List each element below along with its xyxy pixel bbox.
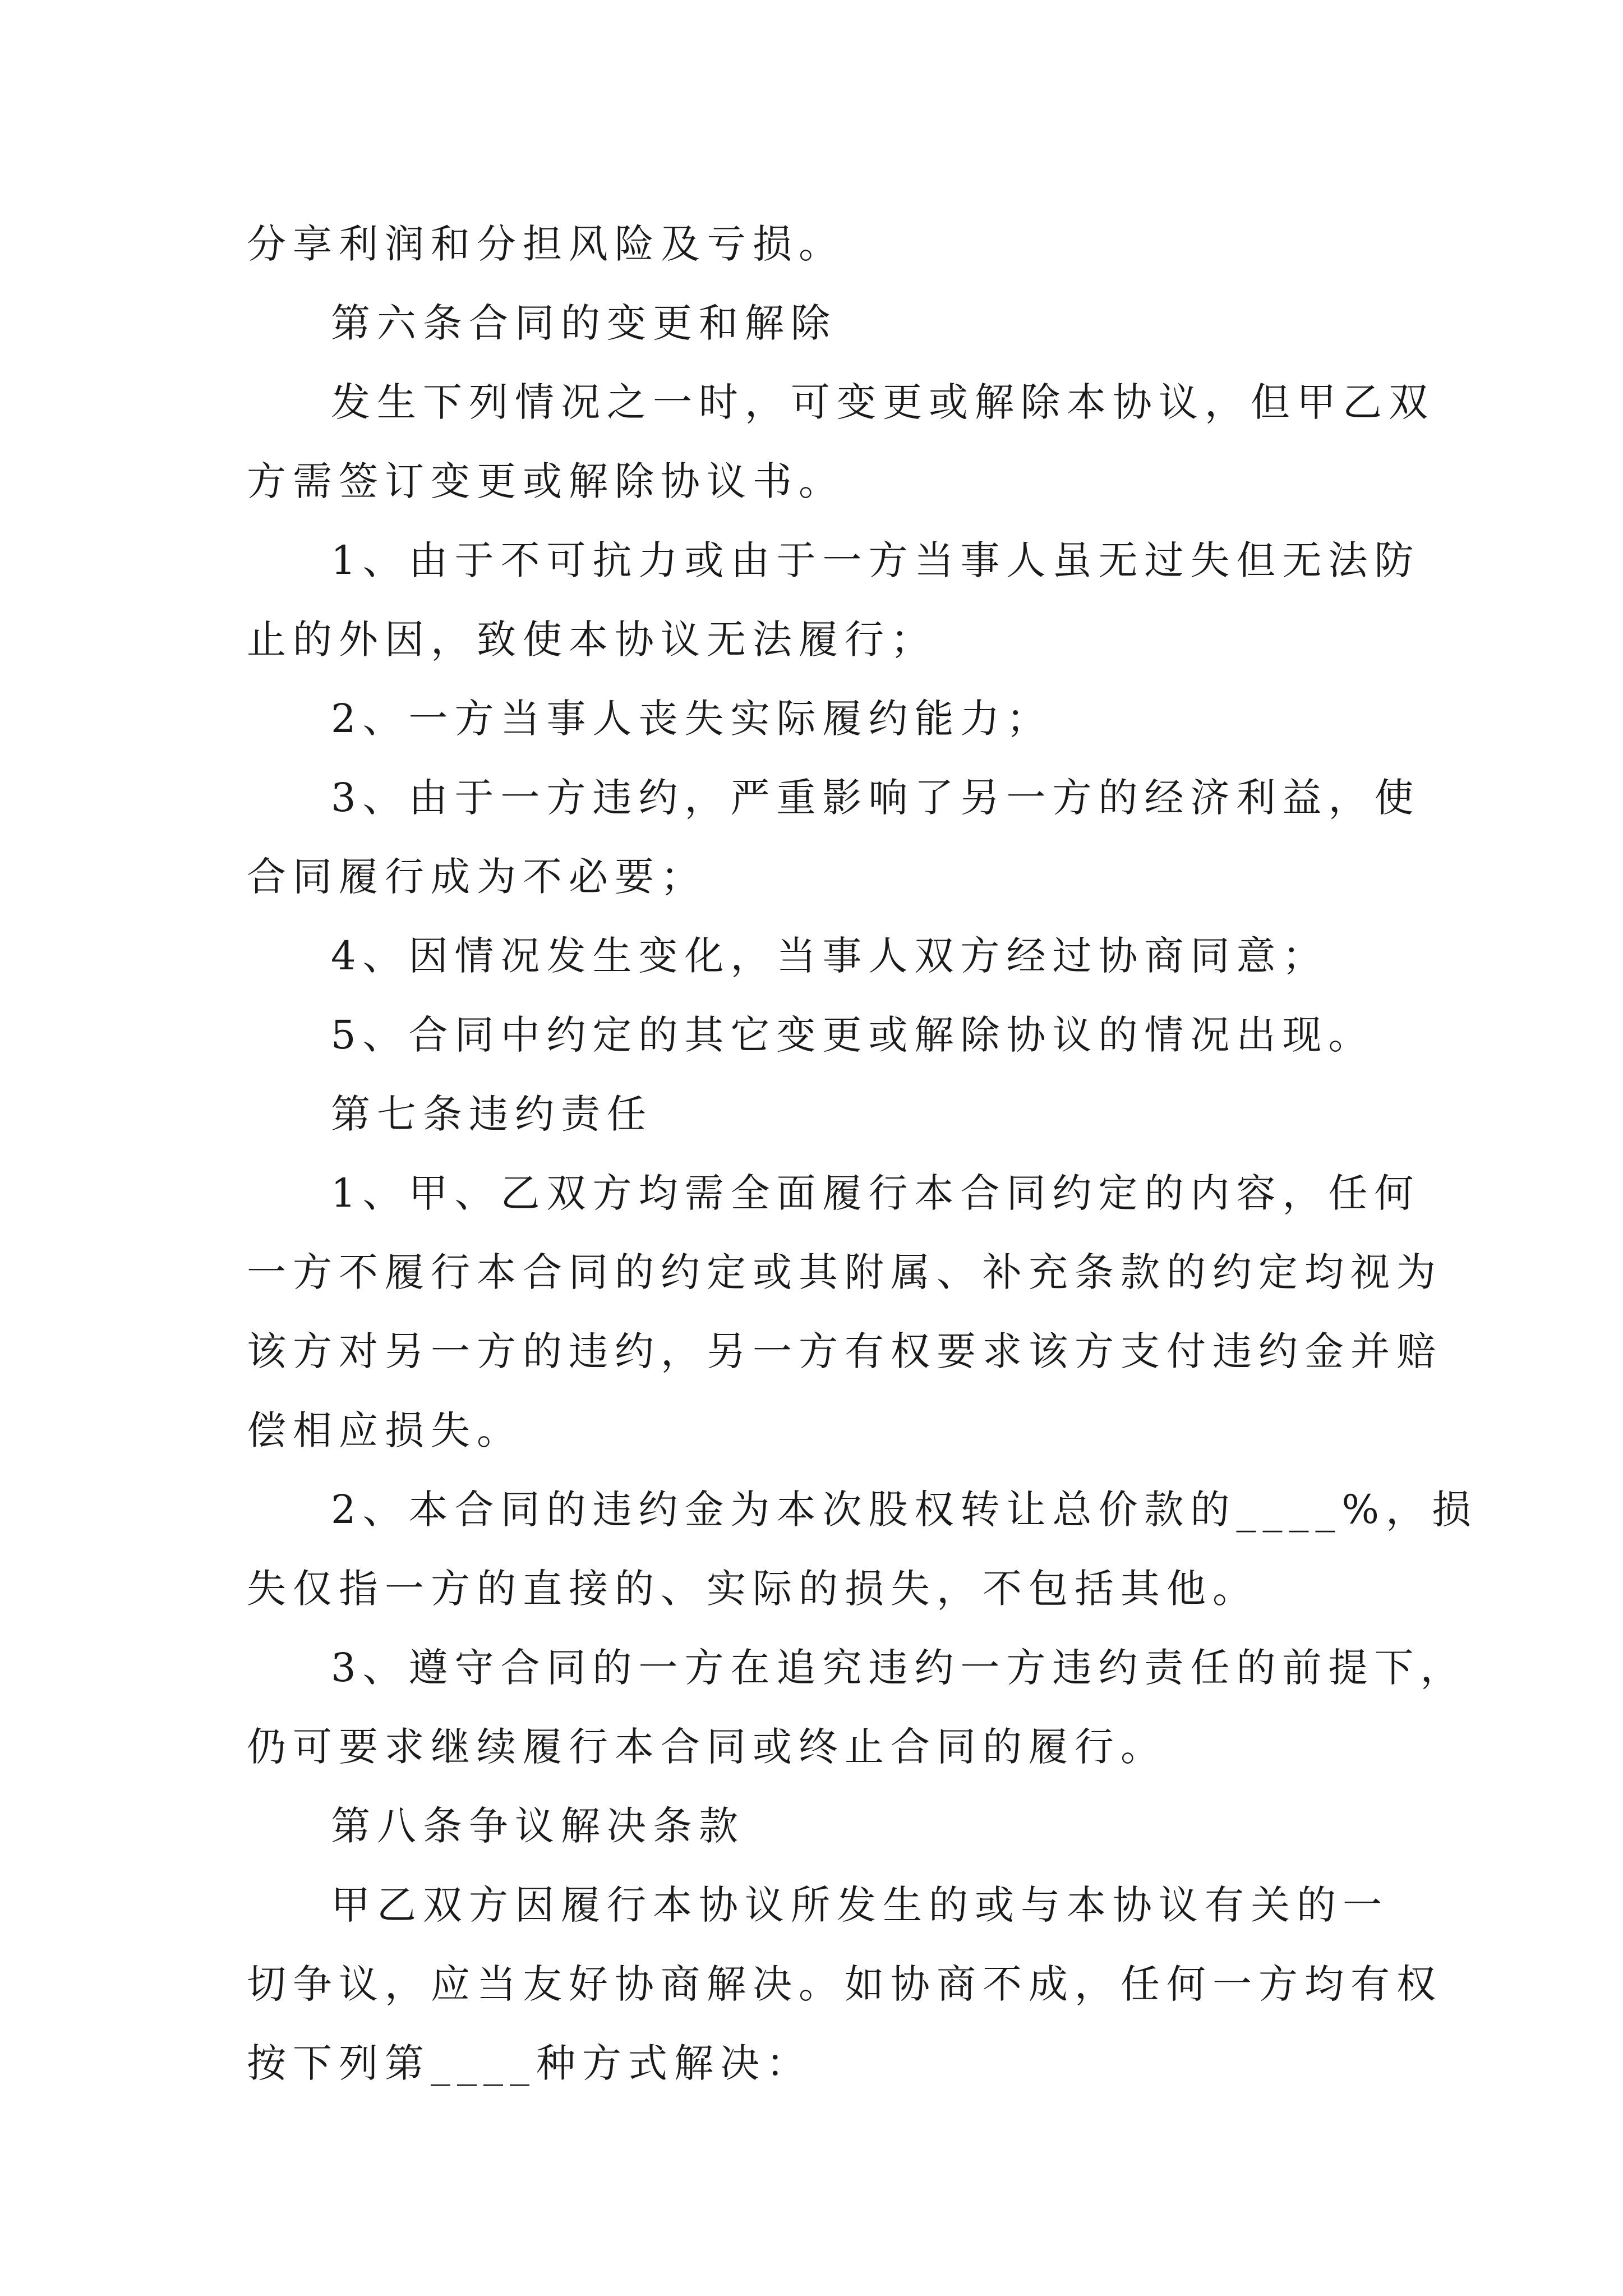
paragraph-line: 方需签订变更或解除协议书。 [247, 458, 845, 504]
list-item-line: 4、因情况发生变化，当事人双方经过协商同意； [331, 933, 1329, 979]
list-item-line: 3、遵守合同的一方在追究违约一方违约责任的前提下， [331, 1645, 1467, 1691]
list-item-line: 该方对另一方的违约，另一方有权要求该方支付违约金并赔 [247, 1328, 1442, 1374]
document-body [247, 205, 1478, 2103]
article-heading-7: 第七条违约责任 [331, 1091, 653, 1137]
list-item-line: 5、合同中约定的其它变更或解除协议的情况出现。 [331, 1012, 1375, 1058]
paragraph-line: 分享利润和分担风险及亏损。 [247, 221, 845, 267]
list-item-line: 3、由于一方违约，严重影响了另一方的经济利益，使 [331, 775, 1421, 821]
list-item-line: 一方不履行本合同的约定或其附属、补充条款的约定均视为 [247, 1249, 1442, 1295]
list-item-line: 偿相应损失。 [247, 1407, 523, 1453]
list-item-line: 1、甲、乙双方均需全面履行本合同约定的内容，任何 [331, 1170, 1421, 1216]
list-item-line: 合同履行成为不必要； [247, 854, 707, 900]
list-item-line: 失仅指一方的直接的、实际的损失，不包括其他。 [247, 1566, 1258, 1612]
list-item-line: 止的外因，致使本协议无法履行； [247, 616, 937, 662]
paragraph-line: 按下列第____种方式解决： [247, 2040, 812, 2086]
paragraph-line: 甲乙双方因履行本协议所发生的或与本协议有关的一 [331, 1882, 1389, 1928]
article-heading-6: 第六条合同的变更和解除 [331, 300, 837, 346]
list-item-line: 2、本合同的违约金为本次股权转让总价款的____%，损 [331, 1487, 1478, 1533]
list-item-line: 1、由于不可抗力或由于一方当事人虽无过失但无法防 [331, 537, 1421, 583]
article-heading-8: 第八条争议解决条款 [331, 1803, 745, 1849]
paragraph-line: 切争议，应当友好协商解决。如协商不成，任何一方均有权 [247, 1961, 1442, 2007]
paragraph-line: 发生下列情况之一时，可变更或解除本协议，但甲乙双 [331, 379, 1435, 425]
list-item-line: 2、一方当事人丧失实际履约能力； [331, 696, 1053, 742]
list-item-line: 仍可要求继续履行本合同或终止合同的履行。 [247, 1724, 1166, 1770]
